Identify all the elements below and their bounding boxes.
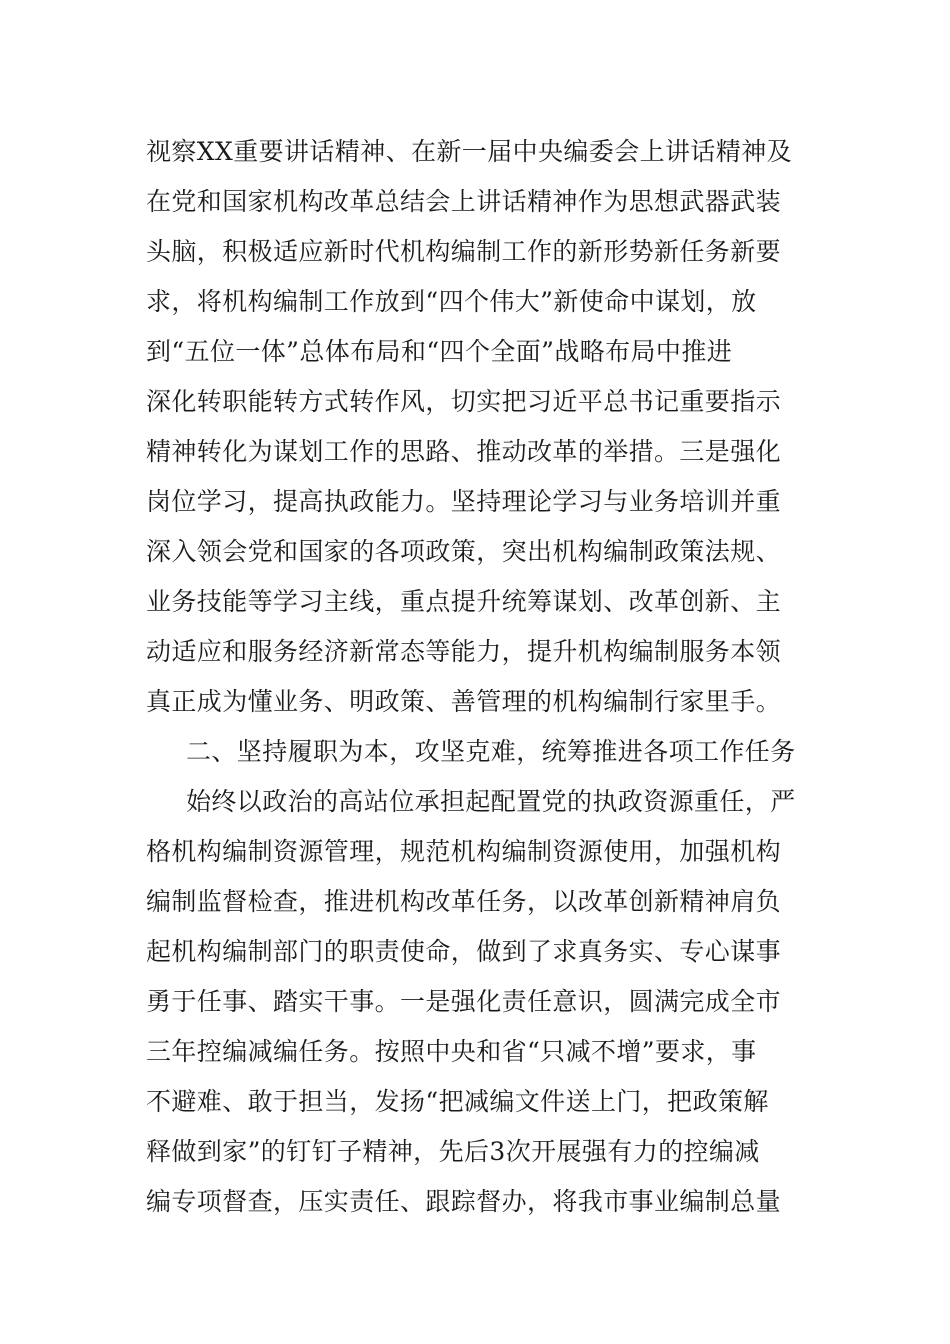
- text-line: 真正成为懂业务、明政策、善管理的机构编制行家里手。: [146, 687, 782, 716]
- text-line: 不避难、敢于担当，发扬“把减编文件送上门，把政策解: [146, 1087, 769, 1116]
- text-line: 到“五位一体”总体布局和“四个全面”战略布局中推进: [146, 337, 733, 366]
- text-line: 编制监督检查，推进机构改革任务，以改革创新精神肩负: [146, 887, 782, 916]
- text-line: 视察XX重要讲话精神、在新一届中央编委会上讲话精神及: [146, 137, 792, 166]
- section-heading: 二、坚持履职为本，攻坚克难，统筹推进各项工作任务: [186, 737, 796, 766]
- text-line: 精神转化为谋划工作的思路、推动改革的举措。三是强化: [146, 437, 782, 466]
- text-line: 头脑，积极适应新时代机构编制工作的新形势新任务新要: [146, 237, 782, 266]
- text-line: 在党和国家机构改革总结会上讲话精神作为思想武器武装: [146, 187, 782, 216]
- text-line: 深化转职能转方式转作风，切实把习近平总书记重要指示: [146, 387, 782, 416]
- text-line: 业务技能等学习主线，重点提升统筹谋划、改革创新、主: [146, 587, 782, 616]
- text-line: 岗位学习，提高执政能力。坚持理论学习与业务培训并重: [146, 487, 782, 516]
- paragraph-first-line: 始终以政治的高站位承担起配置党的执政资源重任，严: [186, 787, 796, 816]
- text-line: 三年控编减编任务。按照中央和省“只减不增”要求，事: [146, 1037, 757, 1066]
- text-line: 编专项督查，压实责任、跟踪督办，将我市事业编制总量: [146, 1187, 782, 1216]
- text-line: 深入领会党和国家的各项政策，突出机构编制政策法规、: [146, 537, 782, 566]
- text-line: 起机构编制部门的职责使命，做到了求真务实、专心谋事: [146, 937, 782, 966]
- text-line: 释做到家”的钉钉子精神，先后3次开展强有力的控编减: [146, 1137, 760, 1166]
- text-line: 格机构编制资源管理，规范机构编制资源使用，加强机构: [146, 837, 782, 866]
- text-line: 勇于任事、踏实干事。一是强化责任意识，圆满完成全市: [146, 987, 782, 1016]
- text-line: 动适应和服务经济新常态等能力，提升机构编制服务本领: [146, 637, 782, 666]
- text-line: 求，将机构编制工作放到“四个伟大”新使命中谋划，放: [146, 287, 757, 316]
